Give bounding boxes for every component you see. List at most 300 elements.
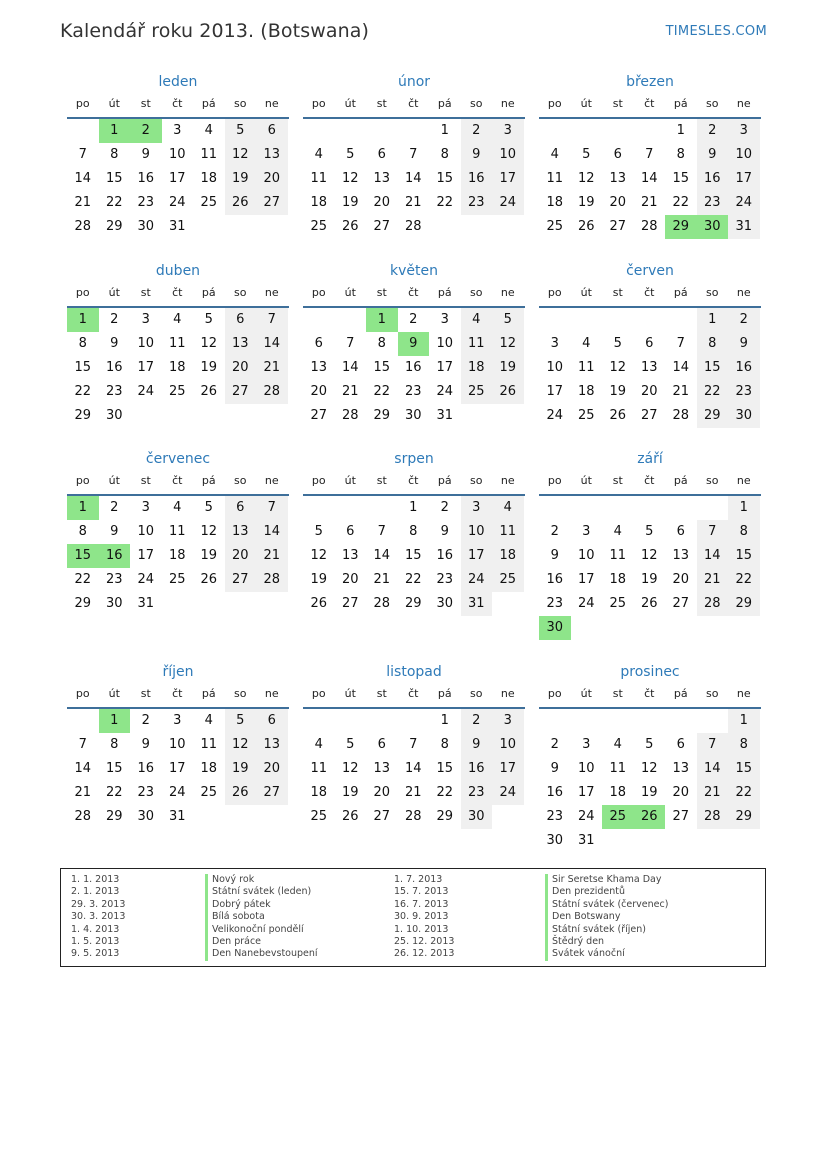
holiday-day: 1	[67, 496, 99, 520]
day-cell: 28	[74, 219, 92, 234]
weekday-label: so	[234, 474, 247, 487]
day-cell: 5	[346, 737, 355, 752]
day-cell: 9	[461, 143, 493, 167]
day-cell: 5	[645, 524, 654, 539]
day-cell: 28	[640, 219, 658, 234]
day-cell: 15	[728, 544, 760, 568]
day-cell: 13	[310, 360, 328, 375]
day-cell: 20	[609, 195, 627, 210]
day-cell: 23	[461, 781, 493, 805]
day-cell: 28	[256, 568, 288, 592]
day-cell: 8	[110, 147, 119, 162]
empty-cell	[398, 709, 430, 733]
day-cell: 20	[225, 544, 257, 568]
weekday-label: pá	[437, 474, 452, 487]
legend-column	[394, 874, 454, 961]
day-cell: 7	[78, 737, 87, 752]
day-cell: 16	[697, 167, 729, 191]
day-cell: 15	[74, 360, 92, 375]
legend-holiday-name: Den Botswany	[545, 911, 668, 923]
day-cell: 23	[105, 572, 123, 587]
day-cell: 16	[461, 167, 493, 191]
empty-cell	[398, 119, 430, 143]
weekday-label: út	[108, 687, 120, 700]
day-cell: 21	[640, 195, 658, 210]
day-cell: 21	[74, 785, 92, 800]
empty-cell	[162, 404, 194, 428]
weekday-label: út	[108, 97, 120, 110]
day-cell: 27	[672, 596, 690, 611]
day-cell: 15	[373, 360, 391, 375]
day-cell: 16	[404, 360, 422, 375]
legend-column	[71, 874, 125, 961]
day-cell: 22	[697, 380, 729, 404]
legend-holiday-name: Den Nanebevstoupení	[205, 948, 318, 960]
day-cell: 3	[728, 119, 760, 143]
weekday-label: po	[547, 286, 562, 299]
day-cell: 28	[341, 408, 359, 423]
day-cell: 1	[440, 123, 449, 138]
day-cell: 6	[377, 147, 386, 162]
day-cell: 13	[341, 548, 359, 563]
day-cell: 24	[137, 384, 155, 399]
empty-cell	[303, 119, 335, 143]
weekday-label: st	[140, 97, 151, 110]
day-cell: 30	[105, 408, 123, 423]
day-cell: 19	[640, 572, 658, 587]
day-cell: 2	[550, 524, 559, 539]
day-cell: 31	[168, 219, 186, 234]
day-cell: 17	[436, 360, 454, 375]
legend-holiday-name: Štědrý den	[545, 936, 668, 948]
weekday-label: so	[706, 286, 719, 299]
day-grid	[539, 119, 761, 239]
day-cell: 1	[728, 496, 760, 520]
empty-cell	[697, 709, 729, 733]
day-cell: 14	[404, 171, 422, 186]
month-title: září	[637, 451, 663, 467]
day-cell: 9	[141, 737, 150, 752]
day-cell: 27	[341, 596, 359, 611]
weekday-header	[67, 282, 289, 308]
empty-cell	[67, 119, 99, 143]
weekday-label: po	[311, 474, 326, 487]
day-cell: 10	[577, 548, 595, 563]
weekday-label: po	[311, 687, 326, 700]
day-cell: 16	[461, 757, 493, 781]
day-cell: 4	[314, 737, 323, 752]
day-cell: 12	[640, 761, 658, 776]
day-cell: 29	[436, 809, 454, 824]
day-cell: 19	[225, 167, 257, 191]
day-cell: 5	[346, 147, 355, 162]
day-cell: 26	[200, 572, 218, 587]
legend-holiday-name: Nový rok	[205, 874, 318, 886]
day-cell: 4	[492, 496, 524, 520]
day-cell: 16	[105, 360, 123, 375]
empty-cell	[193, 805, 225, 829]
empty-cell	[665, 496, 697, 520]
month-červenec	[67, 448, 289, 616]
day-cell: 12	[310, 548, 328, 563]
empty-cell	[602, 709, 634, 733]
day-cell: 19	[341, 195, 359, 210]
month-listopad	[303, 661, 525, 829]
empty-cell	[225, 592, 257, 616]
day-cell: 15	[436, 761, 454, 776]
day-cell: 1	[697, 308, 729, 332]
month-duben	[67, 260, 289, 428]
weekday-label: pá	[437, 97, 452, 110]
day-cell: 25	[168, 572, 186, 587]
day-cell: 11	[609, 548, 627, 563]
weekday-label: čt	[172, 687, 183, 700]
day-cell: 4	[613, 524, 622, 539]
day-cell: 3	[582, 737, 591, 752]
weekday-label: st	[140, 687, 151, 700]
day-cell: 19	[492, 356, 524, 380]
weekday-label: ne	[500, 286, 515, 299]
empty-cell	[256, 592, 288, 616]
legend-column	[205, 874, 318, 961]
weekday-label: so	[470, 474, 483, 487]
empty-cell	[461, 404, 493, 428]
day-cell: 15	[436, 171, 454, 186]
weekday-label: čt	[172, 97, 183, 110]
day-cell: 27	[373, 219, 391, 234]
empty-cell	[571, 308, 603, 332]
day-cell: 8	[728, 733, 760, 757]
day-cell: 8	[440, 737, 449, 752]
day-cell: 9	[550, 548, 559, 563]
day-cell: 27	[225, 568, 257, 592]
day-grid	[303, 496, 525, 616]
day-cell: 23	[461, 191, 493, 215]
day-cell: 21	[373, 572, 391, 587]
weekday-header	[67, 93, 289, 119]
day-cell: 29	[404, 596, 422, 611]
day-cell: 23	[436, 572, 454, 587]
brand-link[interactable]: TIMESLES.COM	[665, 24, 767, 39]
day-cell: 13	[373, 171, 391, 186]
day-cell: 30	[105, 596, 123, 611]
legend-holiday-name: Den práce	[205, 936, 318, 948]
day-cell: 21	[672, 384, 690, 399]
day-cell: 25	[200, 195, 218, 210]
weekday-label: ne	[264, 687, 279, 700]
day-cell: 3	[550, 336, 559, 351]
day-cell: 18	[461, 356, 493, 380]
day-cell: 14	[74, 171, 92, 186]
weekday-label: út	[344, 97, 356, 110]
day-cell: 22	[728, 568, 760, 592]
day-cell: 9	[141, 147, 150, 162]
day-cell: 5	[225, 119, 257, 143]
empty-cell	[429, 215, 461, 239]
day-cell: 8	[110, 737, 119, 752]
day-cell: 7	[78, 147, 87, 162]
day-cell: 7	[697, 733, 729, 757]
month-title: únor	[397, 74, 431, 90]
day-cell: 17	[168, 761, 186, 776]
day-cell: 2	[728, 308, 760, 332]
day-cell: 10	[492, 733, 524, 757]
day-cell: 24	[461, 568, 493, 592]
month-title: prosinec	[620, 664, 680, 680]
legend-date: 30. 9. 2013	[394, 911, 449, 923]
day-cell: 20	[640, 384, 658, 399]
day-cell: 21	[256, 356, 288, 380]
day-cell: 29	[105, 809, 123, 824]
weekday-header	[539, 93, 761, 119]
day-cell: 16	[137, 171, 155, 186]
weekday-label: pá	[673, 687, 688, 700]
day-cell: 2	[461, 709, 493, 733]
day-cell: 2	[550, 737, 559, 752]
month-červen	[539, 260, 761, 428]
day-cell: 24	[728, 191, 760, 215]
weekday-label: út	[580, 97, 592, 110]
weekday-label: so	[470, 97, 483, 110]
day-cell: 22	[105, 195, 123, 210]
day-cell: 10	[728, 143, 760, 167]
legend-date: 26. 12. 2013	[394, 948, 455, 960]
day-cell: 23	[697, 191, 729, 215]
day-cell: 7	[697, 520, 729, 544]
day-cell: 6	[346, 524, 355, 539]
day-cell: 9	[110, 524, 119, 539]
empty-cell	[366, 119, 398, 143]
day-cell: 8	[78, 336, 87, 351]
day-cell: 10	[168, 147, 186, 162]
holiday-day: 9	[398, 332, 430, 356]
day-cell: 18	[546, 195, 564, 210]
day-cell: 12	[225, 143, 257, 167]
day-grid	[67, 709, 289, 829]
day-cell: 10	[137, 524, 155, 539]
day-cell: 20	[672, 572, 690, 587]
empty-cell	[193, 215, 225, 239]
day-cell: 12	[341, 761, 359, 776]
weekday-label: út	[580, 474, 592, 487]
day-cell: 10	[577, 761, 595, 776]
day-cell: 17	[492, 167, 524, 191]
day-cell: 6	[676, 524, 685, 539]
legend-date: 15. 7. 2013	[394, 886, 449, 898]
day-cell: 30	[436, 596, 454, 611]
day-cell: 22	[728, 781, 760, 805]
day-cell: 27	[373, 809, 391, 824]
legend-holiday-name: Státní svátek (červenec)	[545, 899, 668, 911]
day-cell: 15	[404, 548, 422, 563]
day-cell: 18	[200, 761, 218, 776]
day-cell: 16	[546, 572, 564, 587]
weekday-label: ne	[500, 687, 515, 700]
weekday-label: čt	[644, 97, 655, 110]
legend-date: 1. 5. 2013	[71, 935, 120, 947]
empty-cell	[539, 308, 571, 332]
day-cell: 18	[310, 785, 328, 800]
day-cell: 20	[256, 757, 288, 781]
day-cell: 26	[640, 596, 658, 611]
day-cell: 5	[204, 312, 213, 327]
empty-cell	[256, 805, 288, 829]
day-cell: 7	[346, 336, 355, 351]
day-cell: 5	[204, 500, 213, 515]
day-cell: 23	[137, 195, 155, 210]
day-cell: 7	[409, 147, 418, 162]
day-cell: 2	[110, 312, 119, 327]
weekday-label: po	[75, 474, 90, 487]
day-cell: 25	[492, 568, 524, 592]
weekday-label: čt	[644, 474, 655, 487]
day-cell: 13	[672, 548, 690, 563]
day-cell: 17	[137, 360, 155, 375]
weekday-label: so	[234, 286, 247, 299]
day-cell: 4	[173, 312, 182, 327]
day-cell: 23	[105, 384, 123, 399]
day-cell: 25	[200, 785, 218, 800]
day-cell: 17	[577, 785, 595, 800]
day-cell: 4	[173, 500, 182, 515]
day-cell: 14	[74, 761, 92, 776]
weekday-label: po	[547, 97, 562, 110]
day-cell: 14	[256, 520, 288, 544]
day-cell: 26	[341, 809, 359, 824]
empty-cell	[162, 592, 194, 616]
day-cell: 7	[409, 737, 418, 752]
day-cell: 30	[137, 219, 155, 234]
day-cell: 19	[640, 785, 658, 800]
day-cell: 30	[546, 833, 564, 848]
month-únor	[303, 71, 525, 239]
weekday-label: út	[580, 687, 592, 700]
day-cell: 29	[728, 592, 760, 616]
day-cell: 22	[373, 384, 391, 399]
day-cell: 24	[492, 781, 524, 805]
day-cell: 19	[609, 384, 627, 399]
weekday-label: út	[344, 474, 356, 487]
empty-cell	[335, 308, 367, 332]
day-cell: 18	[168, 360, 186, 375]
day-cell: 13	[640, 360, 658, 375]
weekday-label: čt	[644, 286, 655, 299]
day-cell: 26	[492, 380, 524, 404]
weekday-label: pá	[437, 687, 452, 700]
day-cell: 12	[225, 733, 257, 757]
day-cell: 22	[404, 572, 422, 587]
month-title: červenec	[145, 451, 211, 467]
weekday-label: ne	[736, 97, 751, 110]
day-cell: 24	[492, 191, 524, 215]
empty-cell	[225, 215, 257, 239]
empty-cell	[571, 709, 603, 733]
weekday-label: st	[612, 97, 623, 110]
day-cell: 4	[461, 308, 493, 332]
holiday-day: 2	[130, 119, 162, 143]
day-cell: 22	[672, 195, 690, 210]
weekday-header	[67, 470, 289, 496]
day-cell: 29	[373, 408, 391, 423]
day-cell: 21	[74, 195, 92, 210]
empty-cell	[571, 616, 603, 640]
empty-cell	[335, 119, 367, 143]
day-cell: 22	[74, 384, 92, 399]
weekday-label: pá	[201, 474, 216, 487]
empty-cell	[335, 709, 367, 733]
day-cell: 14	[697, 757, 729, 781]
weekday-label: pá	[673, 286, 688, 299]
day-cell: 26	[310, 596, 328, 611]
day-cell: 27	[256, 781, 288, 805]
holiday-day: 16	[99, 544, 131, 568]
empty-cell	[539, 119, 571, 143]
weekday-label: čt	[408, 286, 419, 299]
day-cell: 22	[436, 785, 454, 800]
weekday-label: ne	[736, 474, 751, 487]
day-cell: 19	[200, 548, 218, 563]
day-cell: 17	[137, 548, 155, 563]
empty-cell	[193, 404, 225, 428]
day-cell: 9	[461, 733, 493, 757]
day-cell: 31	[577, 833, 595, 848]
holiday-day: 1	[67, 308, 99, 332]
month-title: červen	[626, 263, 674, 279]
day-cell: 4	[204, 713, 213, 728]
holiday-day: 15	[67, 544, 99, 568]
day-cell: 3	[461, 496, 493, 520]
day-cell: 13	[672, 761, 690, 776]
empty-cell	[303, 709, 335, 733]
day-cell: 16	[137, 761, 155, 776]
day-cell: 29	[74, 408, 92, 423]
day-cell: 28	[74, 809, 92, 824]
empty-cell	[697, 829, 729, 853]
day-cell: 28	[697, 805, 729, 829]
holiday-day: 1	[366, 308, 398, 332]
month-title: leden	[158, 74, 198, 90]
day-cell: 27	[609, 219, 627, 234]
day-cell: 1	[409, 500, 418, 515]
day-cell: 18	[577, 384, 595, 399]
weekday-label: st	[612, 474, 623, 487]
empty-cell	[539, 496, 571, 520]
empty-cell	[728, 616, 760, 640]
weekday-header	[539, 470, 761, 496]
weekday-label: st	[376, 687, 387, 700]
day-cell: 24	[168, 785, 186, 800]
day-cell: 15	[105, 761, 123, 776]
day-cell: 15	[728, 757, 760, 781]
empty-cell	[492, 215, 524, 239]
day-cell: 11	[168, 336, 186, 351]
day-cell: 28	[404, 219, 422, 234]
day-cell: 15	[105, 171, 123, 186]
weekday-label: so	[470, 286, 483, 299]
day-cell: 2	[461, 119, 493, 143]
day-cell: 6	[225, 496, 257, 520]
weekday-label: čt	[172, 286, 183, 299]
empty-cell	[602, 308, 634, 332]
day-cell: 12	[200, 524, 218, 539]
weekday-label: st	[140, 474, 151, 487]
empty-cell	[193, 592, 225, 616]
day-cell: 4	[204, 123, 213, 138]
day-cell: 5	[492, 308, 524, 332]
day-cell: 30	[404, 408, 422, 423]
day-cell: 13	[256, 143, 288, 167]
day-cell: 6	[256, 119, 288, 143]
